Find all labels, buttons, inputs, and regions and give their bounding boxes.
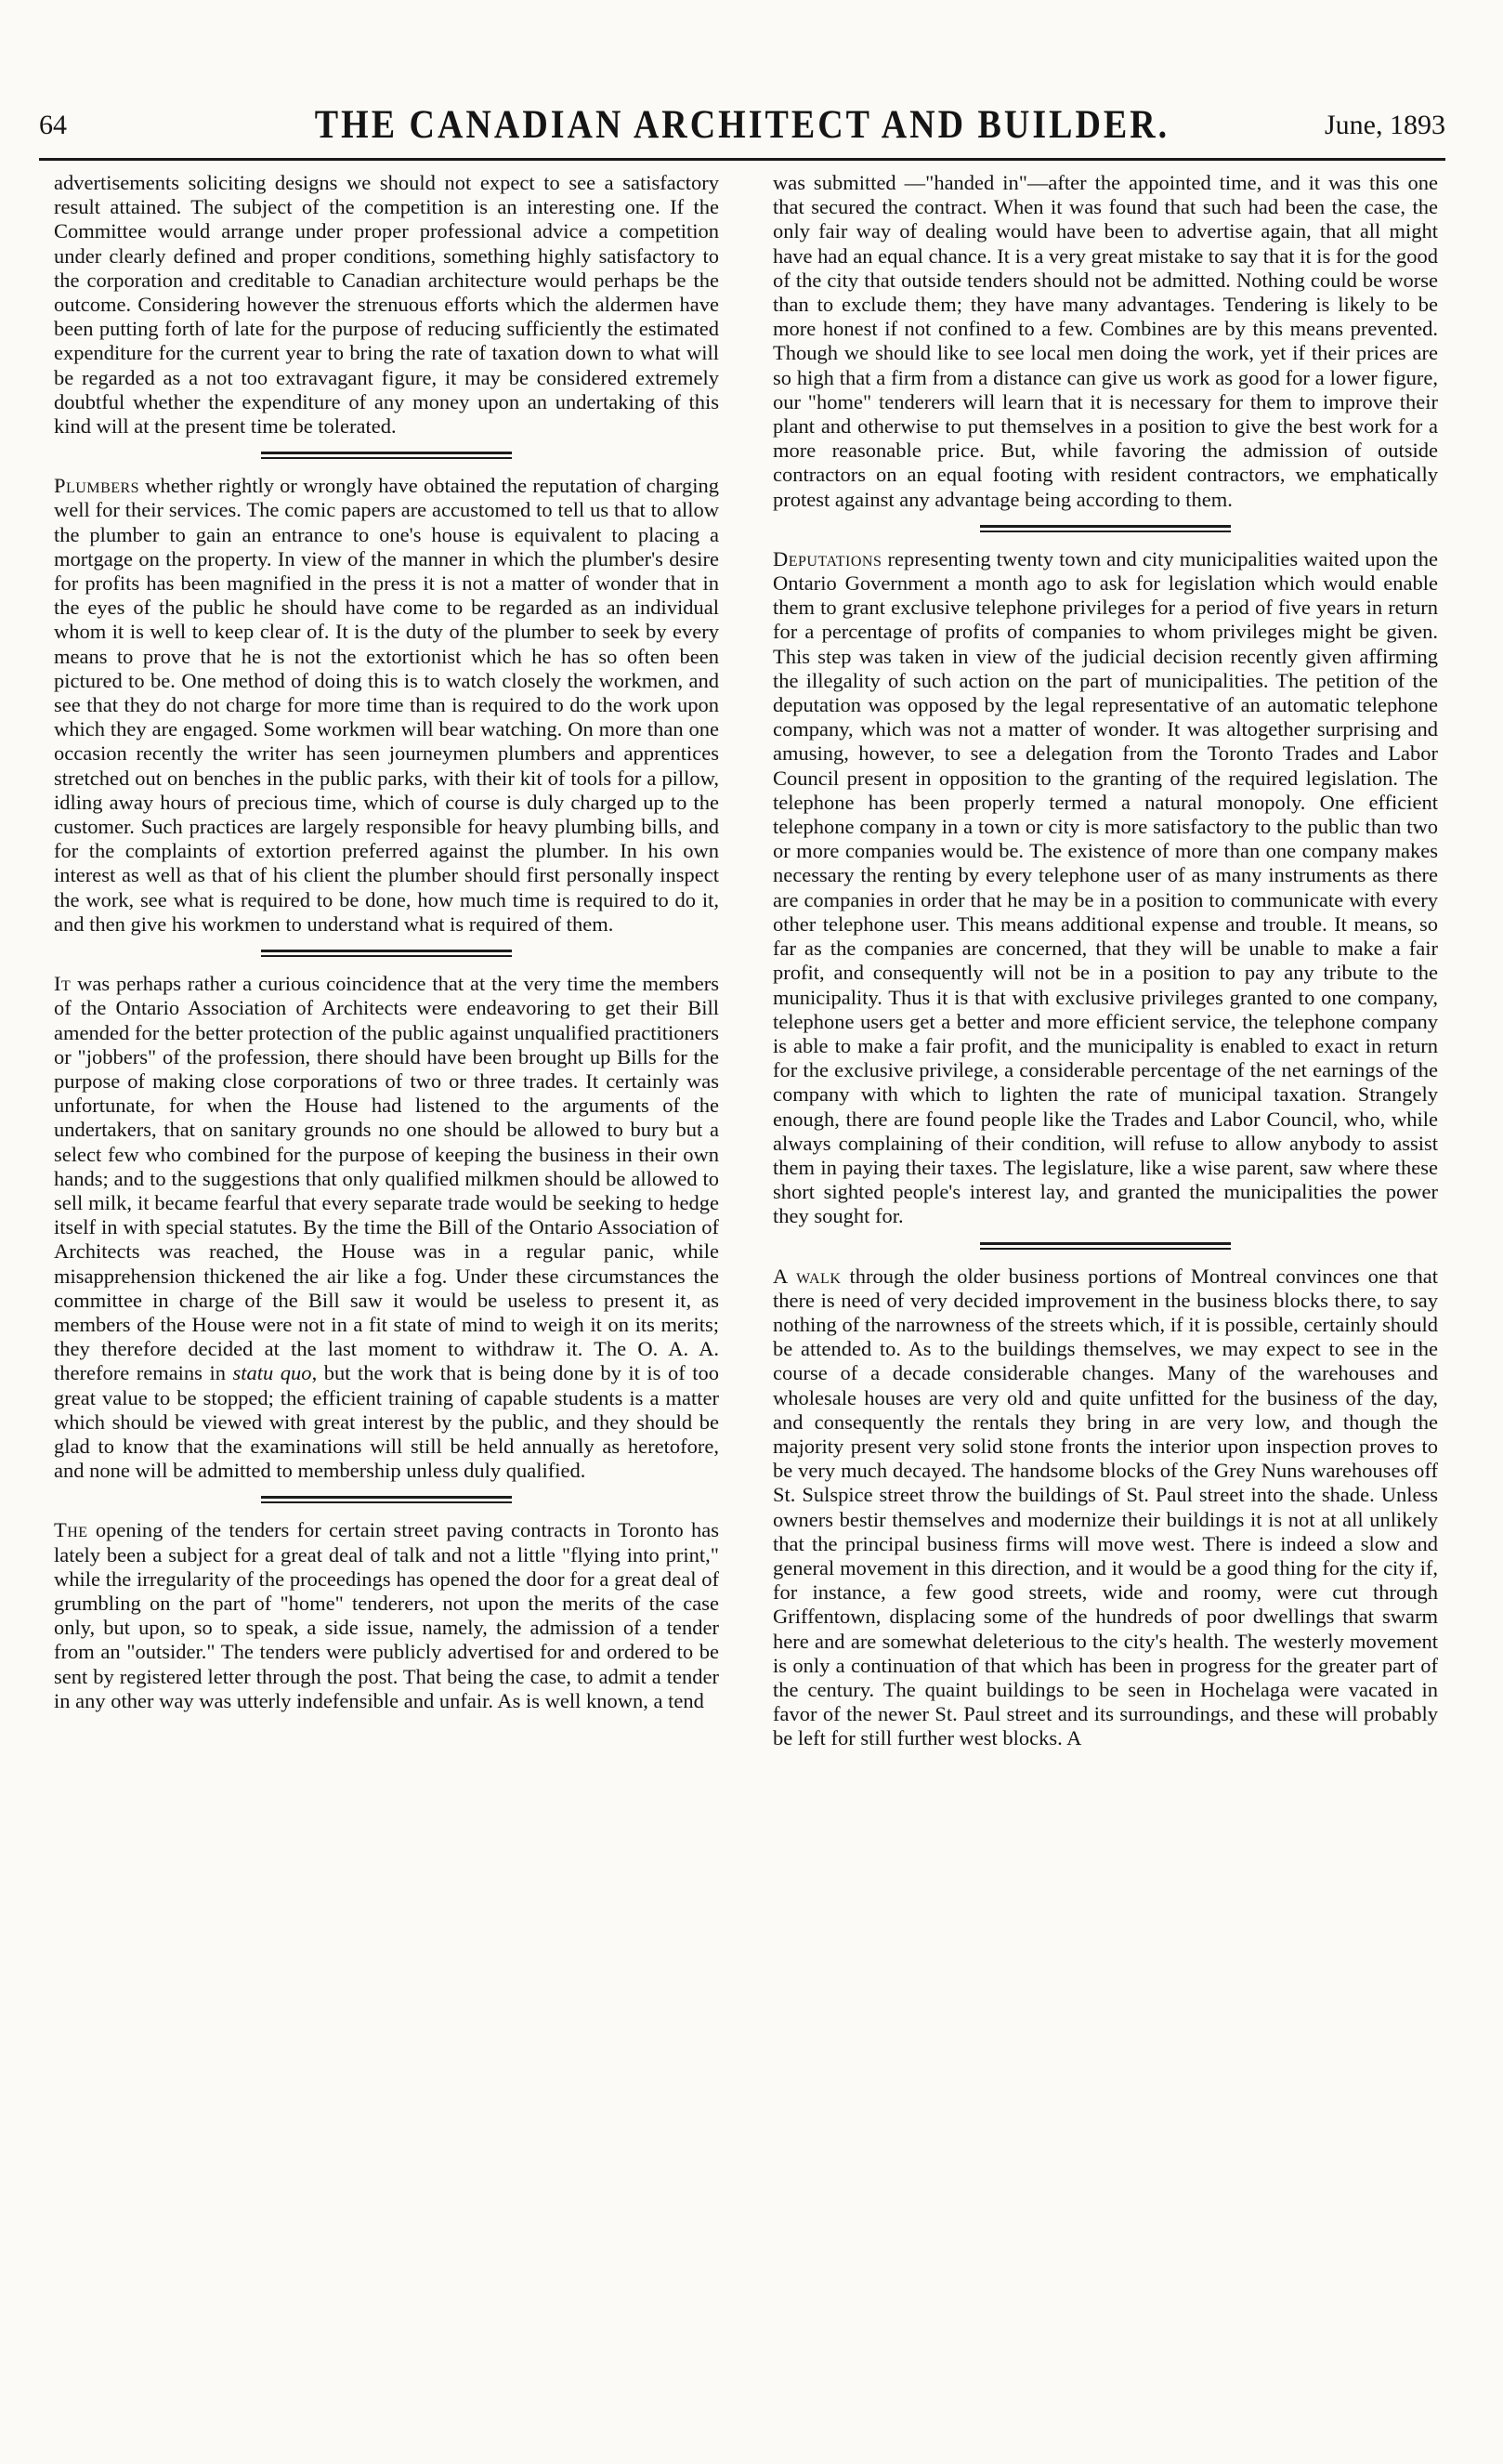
lead-word: The	[54, 1518, 88, 1542]
lead-word: Plumbers	[54, 474, 140, 498]
paragraph-text: whether rightly or wrongly have obtained the reputation of charging well for their services. The comic papers are accustomed to tell us that to allow the plumber to gain an entrance to one's house is equivalent to placing a mortgage on the property. In view of the manner in which the plumber's desire for profits has been magnified in the press it is not a matter of wonder that in the eyes of the public he should have come to be regarded as an individual whom it is well to keep clear of. It is the duty of the plumber to seek by every means to prove that he is not the extortionist which he has so often been pictured to be. One method of doing this is to watch closely the workmen, and see that they do not charge for more time than is required to do the work upon which they are engaged. Some workmen will bear watching. On more than one occasion recently the writer has seen journeymen plumbers and apprentices stretched out on benches in the public parks, with their kit of tools for a pillow, idling away hours of precious time, which of course is duly charged up to the customer. Such practices are largely responsible for heavy plumbing bills, and for the complaints of extortion preferred against the plumber. In his own interest as well as that of his client the plumber should first personally inspect the work, see what is required to be done, how much time is required to do it, and then give his workmen to understand what is required of them.	[54, 474, 719, 936]
section-divider	[261, 452, 512, 459]
page-number: 64	[39, 110, 67, 140]
article-paragraph	[773, 547, 1438, 1229]
article-paragraph	[54, 474, 719, 937]
page-header	[39, 101, 1445, 161]
lead-word: It	[54, 972, 72, 996]
article-paragraph	[54, 1518, 719, 1713]
left-column	[54, 171, 719, 2438]
article-paragraph	[54, 972, 719, 1483]
italic-phrase: statu quo	[232, 1361, 312, 1385]
section-divider	[980, 1242, 1231, 1250]
paragraph-text: through the older business portions of Montreal convinces one that there is need of very decided improvement in the business blocks there, to say nothing of the narrowness of the streets which, if it is possible, certainly should be attended to. As to the buildings themselves, we may expect to see in the course of a decade considerable changes. Many of the warehouses and wholesale houses are very old and quite unfitted for the business of the day, and consequently the rentals they bring in are very low, and though the majority present very solid stone fronts the interior upon inspection proves to be very much decayed. The handsome blocks of the Grey Nuns warehouses off St. Sulspice street throw the buildings of St. Paul street into the shade. Unless owners bestir themselves and modernize their buildings it is not at all unlikely that the principal business firms will move west. There is indeed a slow and general movement in this direction, and it would be a good thing for the city if, for instance, a few good streets, wide and roomy, were cut through Griffentown, displacing some of the hundreds of poor dwellings that swarm here and are somewhat deleterious to the city's health. The westerly movement is only a continuation of that which has been in progress for the greater part of the century. The quaint buildings to be seen in Hochelaga were vacated in favor of the newer St. Paul street and its surroundings, and these will probably be left for still further west blocks. A	[773, 1264, 1438, 1750]
article-paragraph: was submitted —"handed in"—after the appointed time, and it was this one that secured the contract. When it was found that such had been the case, the only fair way of dealing would have been to advertise again, that all might have had an equal chance. It is a very great mistake to say that it is for the good of the city that outside tenders should not be admitted. Nothing could be worse than to exclude them; they have many advantages. Tendering is likely to be more honest if not confined to a few. Combines are by this means prevented. Though we should like to see local men doing the work, yet if their prices are so high that a firm from a distance can give us work as good for a lower figure, our "home" tenderers will learn that it is necessary for them to improve their plant and otherwise to put themselves in a position to give the best work for a more reasonable price. But, while favoring the admission of outside contractors on an equal footing with resident contractors, we emphatically protest against any advantage being according to them.	[773, 171, 1438, 511]
section-divider	[261, 950, 512, 957]
section-divider	[980, 525, 1231, 532]
right-column	[773, 171, 1438, 2438]
article-paragraph: advertisements soliciting designs we should not expect to see a satisfactory result attained. The subject of the competition is an interesting one. If the Committee would arrange under proper professional advice a competition under clearly defined and proper conditions, something highly satisfactory to the corporation and creditable to Canadian architecture would perhaps be the outcome. Considering however the strenuous efforts which the aldermen have been putting forth of late for the purpose of reducing sufficiently the estimated expenditure for the current year to bring the rate of taxation down to what will be regarded as a not too extravagant figure, it may be considered extremely doubtful whether the expenditure of any money upon an undertaking of this kind will at the present time be tolerated.	[54, 171, 719, 439]
lead-word: A walk	[773, 1264, 842, 1288]
section-divider	[261, 1496, 512, 1503]
paragraph-text: opening of the tenders for certain street paving contracts in Toronto has lately been a subject for a great deal of talk and not a little "flying into print," while the irregularity of the proceedings has opened the door for a great deal of grumbling on the part of "home" tenderers, not upon the merits of the case only, but upon, so to speak, a side issue, namely, the admission of a tender from an "outsider." The tenders were publicly advertised for and ordered to be sent by registered letter through the post. That being the case, to admit a tender in any other way was utterly indefensible and unfair. As is well known, a tend	[54, 1518, 719, 1712]
lead-word: Deputations	[773, 546, 882, 570]
issue-date: June, 1893	[1325, 110, 1445, 140]
masthead: THE CANADIAN ARCHITECT AND BUILDER.	[314, 101, 1170, 148]
paragraph-text: , but the work that is being done by it is of too great value to be stopped; the efficient training of capable students is a matter which should be viewed with great interest by the public, and they should be glad to know that the examinations will still be held annually as heretofore, and none will be admitted to membership unless duly qualified.	[54, 1361, 719, 1483]
paragraph-text: was perhaps rather a curious coincidence that at the very time the members of the Ontario Association of Architects were endeavoring to get their Bill amended for the better protection of the public against unqualified practitioners or "jobbers" of the profession, there should have been brought up Bills for the purpose of making close corporations of two or three trades. It certainly was unfortunate, for when the House had listened to the arguments of the undertakers, that on sanitary grounds no one should be allowed to bury but a select few who combined for the purpose of keeping the business in their own hands; and to the suggestions that only qualified milkmen should be allowed to sell milk, it became fearful that every separate trade would be seeking to hedge itself in with special statutes. By the time the Bill of the Ontario Association of Architects was reached, the House was in a regular panic, while misapprehension thickened the air like a fog. Under these circumstances the committee in charge of the Bill saw it would be useless to present it, as members of the House were not in a fit state of mind to weigh it on its merits; they therefore decided at the last moment to withdraw it. The O. A. A. therefore remains in	[54, 972, 719, 1385]
article-paragraph	[773, 1265, 1438, 1751]
paragraph-text: representing twenty town and city municipalities waited upon the Ontario Government a month ago to ask for legislation which would enable them to grant exclusive telephone privileges for a period of five years in return for a percentage of profits of companies to whom privileges might be given. This step was taken in view of the judicial decision recently given affirming the illegality of such action on the part of municipalities. The petition of the deputation was opposed by the legal representative of an automatic telephone company, which was not a matter of wonder. It was altogether surprising and amusing, however, to see a delegation from the Toronto Trades and Labor Council present in opposition to the granting of the required legislation. The telephone has been properly termed a natural monopoly. One efficient telephone company in a town or city is more satisfactory to the public than two or more companies would be. The existence of more than one company makes necessary the renting by every telephone user of as many instruments as there are companies in order that he may be in a position to communicate with every other telephone user. This means additional expense and trouble. It means, so far as the companies are concerned, that they will be unable to make a fair profit, and consequently will not be in a position to pay any tribute to the municipality. Thus it is that with exclusive privileges granted to one company, telephone users get a better and more efficient service, the telephone company is able to make a fair profit, and the municipality is enabled to exact in return for the exclusive privilege, a considerable percentage of the net earnings of the company with which to lighten the rate of municipal taxation. Strangely enough, there are found people like the Trades and Labor Council, who, while always complaining of their condition, will refuse to allow anybody to assist them in paying their taxes. The legislature, like a wise parent, saw where these short sighted people's interest lay, and granted the municipalities the power they sought for.	[773, 546, 1438, 1228]
